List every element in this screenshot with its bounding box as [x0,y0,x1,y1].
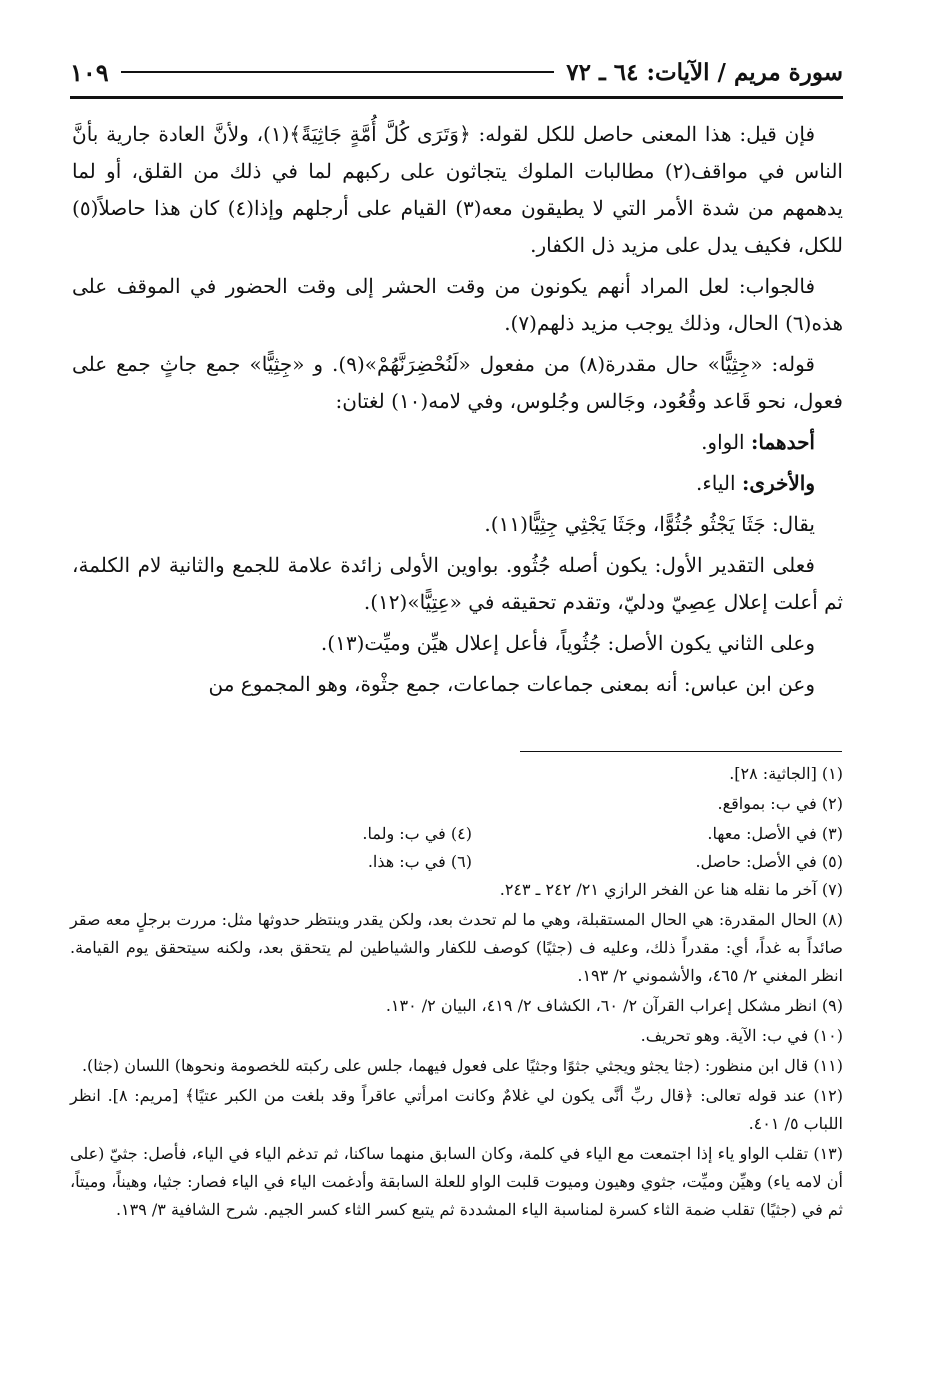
paragraph-label: والأخرى: [741,471,815,495]
footnotes [70,760,843,1226]
paragraph: فعلى التقدير الأول: يكون أصله جُثُوو. بواوين الأولى زائدة علامة للجمع والثانية لام الكلمة، ثم أعلت إعلال عِصِيّ ودليّ، وتقدم تحقيقه في «عِتِيًّا»(١٢). [72,553,843,614]
footnote: (٢) في ب: بمواقع. [717,794,843,813]
footnote: (٣) في الأصل: معها. [707,824,843,843]
footnote: (١٣) تقلب الواو ياء إذا اجتمعت مع الياء في كلمة، وكان السابق منهما ساكنا، ثم تدغم الياء في الياء، فأصل: جثيّ (على أن لامه ياء) وهيِّن وميِّت، جثوي وهيون وميوت قلبت الواو للعلة السابقة وأدغمت الياء في الياء فصار: جثيا، وهيناً، وميتاً، ثم في (جثيًا) تقلب ضمة الثاء كسرة لمناسبة الياء المشددة ثم يتبع كسر الثاء كسر الجيم. شرح الشافية ٣/ ١٣٩. [70,1144,844,1219]
footnote: (٧) آخر ما نقله هنا عن الفخر الرازي ٢١/ ٢٤٢ ـ ٢٤٣. [499,880,843,899]
paragraph: وعلى الثاني يكون الأصل: جُثُوياً، فأعل إعلال هيِّن وميِّت(١٣). [320,631,815,655]
footnote-row [70,820,843,848]
footnote: (١) [الجاثية: ٢٨]. [729,764,843,783]
paragraph: قوله: «جِثِيًّا» حال مقدرة(٨) من مفعول «لَنُحْضِرَنَّهُمْ»(٩). و «جِثِيًّا» جمع جاثٍ جمع على فعول، نحو قَاعد وقُعُود، وجَالس وجُلوس، وفي لامه(١٠) لغتان: [72,352,843,413]
footnote: (٨) الحال المقدرة: هي الحال المستقبلة، وهي ما لم تحدث بعد، ولكن يقدر وينتظر حدوثها مثل: مررت برجلٍ معه صقر صائداً به غداً، أي: مقدراً ذلك، وعليه ف (جثيًا) كوصف للكفار والشياطين لم يتحقق بعد، ولكنه سيتحقق يوم القيامة. انظر المغني ٢/ ٤٦٥، والأشموني ٢/ ١٩٣. [70,910,844,985]
header-rule [121,71,555,73]
paragraph: يقال: جَثَا يَجْثُو جُثُوًّا، وجَثَا يَجْثِي جِثِيًّا(١١). [484,512,815,536]
footnote: (١٢) عند قوله تعالى: ﴿قال ربِّ أنَّى يكون لي غلامٌ وكانت امرأتي عاقراً وقد بلغت من الكبر عتيًا﴾ [مريم: ٨]. انظر اللباب ٥/ ٤٠١. [70,1086,844,1133]
page-number: ١٠٩ [70,57,109,87]
paragraph: فالجواب: لعل المراد أنهم يكونون من وقت الحشر إلى وقت الحضور في الموقف على هذه(٦) الحال، وذلك يوجب مزيد ذلهم(٧). [72,274,843,335]
main-text [72,116,843,707]
paragraph: أحدهما: الواو. [701,430,815,454]
footnote-rule [520,751,842,752]
footnote: (٩) انظر مشكل إعراب القرآن ٢/ ٦٠، الكشاف ٢/ ٤١٩، البيان ٢/ ١٣٠. [385,996,843,1015]
header-underline [70,96,843,99]
header-title: سورة مريم / الآيات: ٦٤ ـ ٧٢ [566,58,843,86]
footnote: (٤) في ب: ولما. [362,824,472,843]
footnote-row [70,848,843,876]
footnote: (٦) في ب: هذا. [367,852,472,871]
footnote: (٥) في الأصل: حاصل. [695,852,843,871]
paragraph: فإن قيل: هذا المعنى حاصل للكل لقوله: ﴿وَتَرَى كُلَّ أُمَّةٍ جَاثِيَةً﴾(١)، ولأنَّ العادة جارية بأنَّ الناس في مواقف(٢) مطالبات الملوك يتجاثون على ركبهم لما في ذلك من القلق، أو لما يدهمهم من شدة الأمر التي لا يطيقون معه(٣) القيام على أرجلهم وإذا(٤) كان هذا حاصلاً(٥) للكل، فكيف يدل على مزيد ذل الكفار. [72,122,843,257]
footnote: (١١) قال ابن منظور: (جثا يجثو ويجثي جثوًا وجثيًا على فعول فيهما، جلس على ركبته للخصومة ونحوها) اللسان (جثا). [81,1056,843,1075]
paragraph: وعن ابن عباس: أنه بمعنى جماعات جماعات، جمع جثْوة، وهو المجموع من [208,672,815,696]
running-header [70,52,843,92]
footnote: (١٠) في ب: الآية. وهو تحريف. [640,1026,843,1045]
paragraph: والأخرى: الياء. [696,471,815,495]
paragraph-label: أحدهما: [750,430,815,454]
